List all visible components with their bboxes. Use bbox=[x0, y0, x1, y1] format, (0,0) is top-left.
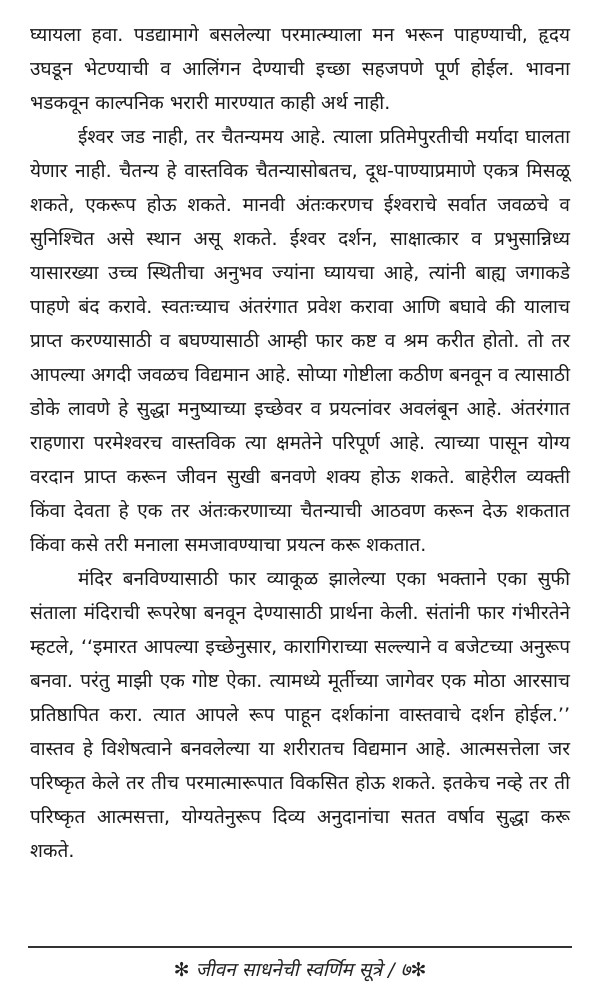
body-text bbox=[30, 18, 570, 868]
paragraph-3: मंदिर बनविण्यासाठी फार व्याकूळ झालेल्या एका भक्ताने एका सुफी संताला मंदिराची रूपरेषा बनवून देण्यासाठी प्रार्थना केली. संतांनी फार गंभीरतेने म्हटले, ‘‘इमारत आपल्या इच्छेनुसार, कारागिराच्या सल्ल्याने व बजेटच्या अनुरूप बनवा. परंतु माझी एक गोष्ट ऐका. त्यामध्ये मूर्तीच्या जागेवर एक मोठा आरसाच प्रतिष्ठापित करा. त्यात आपले रूप पाहून दर्शकांना वास्तवाचे दर्शन होईल.’’ वास्तव हे विशेषत्वाने बनवलेल्या या शरीरातच विद्यमान आहे. आत्मसत्तेला जर परिष्कृत केले तर तीच परमात्मारूपात विकसित होऊ शकते. इतकेच नव्हे तर ती परिष्कृत आत्मसत्ता, योग्यतेनुरूप दिव्य अनुदानांचा सतत वर्षाव सुद्धा करू शकते. bbox=[30, 568, 570, 862]
paragraph-1: घ्यायला हवा. पडद्यामागे बसलेल्या परमात्म्याला मन भरून पाहण्याची, हृदय उघडून भेटण्याची व आलिंगन देण्याची इच्छा सहजपणे पूर्ण होईल. भावना भडकवून काल्पनिक भरारी मारण्यात काही अर्थ नाही. bbox=[30, 24, 570, 114]
footer-divider bbox=[28, 946, 572, 948]
page-footer: ✻ जीवन साधनेची स्वर्णिम सूत्रे / ७✻ bbox=[173, 959, 427, 981]
paragraph-2: ईश्वर जड नाही, तर चैतन्यमय आहे. त्याला प्रतिमेपुरतीची मर्यादा घालता येणार नाही. चैतन्य हे वास्तविक चैतन्यासोबतच, दूध-पाण्याप्रमाणे एकत्र मिसळू शकते, एकरूप होऊ शकते. मानवी अंतःकरणच ईश्वराचे सर्वात जवळचे व सुनिश्चित असे स्थान असू शकते. ईश्वर दर्शन, साक्षात्कार व प्रभुसान्निध्य यासारख्या उच्च स्थितीचा अनुभव ज्यांना घ्यायचा आहे, त्यांनी बाह्य जगाकडे पाहणे बंद करावे. स्वतःच्याच अंतरंगात प्रवेश करावा आणि बघावे की यालाच प्राप्त करण्यासाठी व बघण्यासाठी आम्ही फार कष्ट व श्रम करीत होतो. तो तर आपल्या अगदी जवळच विद्यमान आहे. सोप्या गोष्टीला कठीण बनवून व त्यासाठी डोके लावणे हे सुद्धा मनुष्याच्या इच्छेवर व प्रयत्नांवर अवलंबून आहे. अंतरंगात राहणारा परमेश्वरच वास्तविक त्या क्षमतेने परिपूर्ण आहे. त्याच्या पासून योग्य वरदान प्राप्त करून जीवन सुखी बनवणे शक्य होऊ शकते. बाहेरील व्यक्ती किंवा देवता हे एक तर अंतःकरणाच्या चैतन्याची आठवण करून देऊ शकतात किंवा कसे तरी मनाला समजावण्याचा प्रयत्न करू शकतात. bbox=[30, 126, 570, 556]
